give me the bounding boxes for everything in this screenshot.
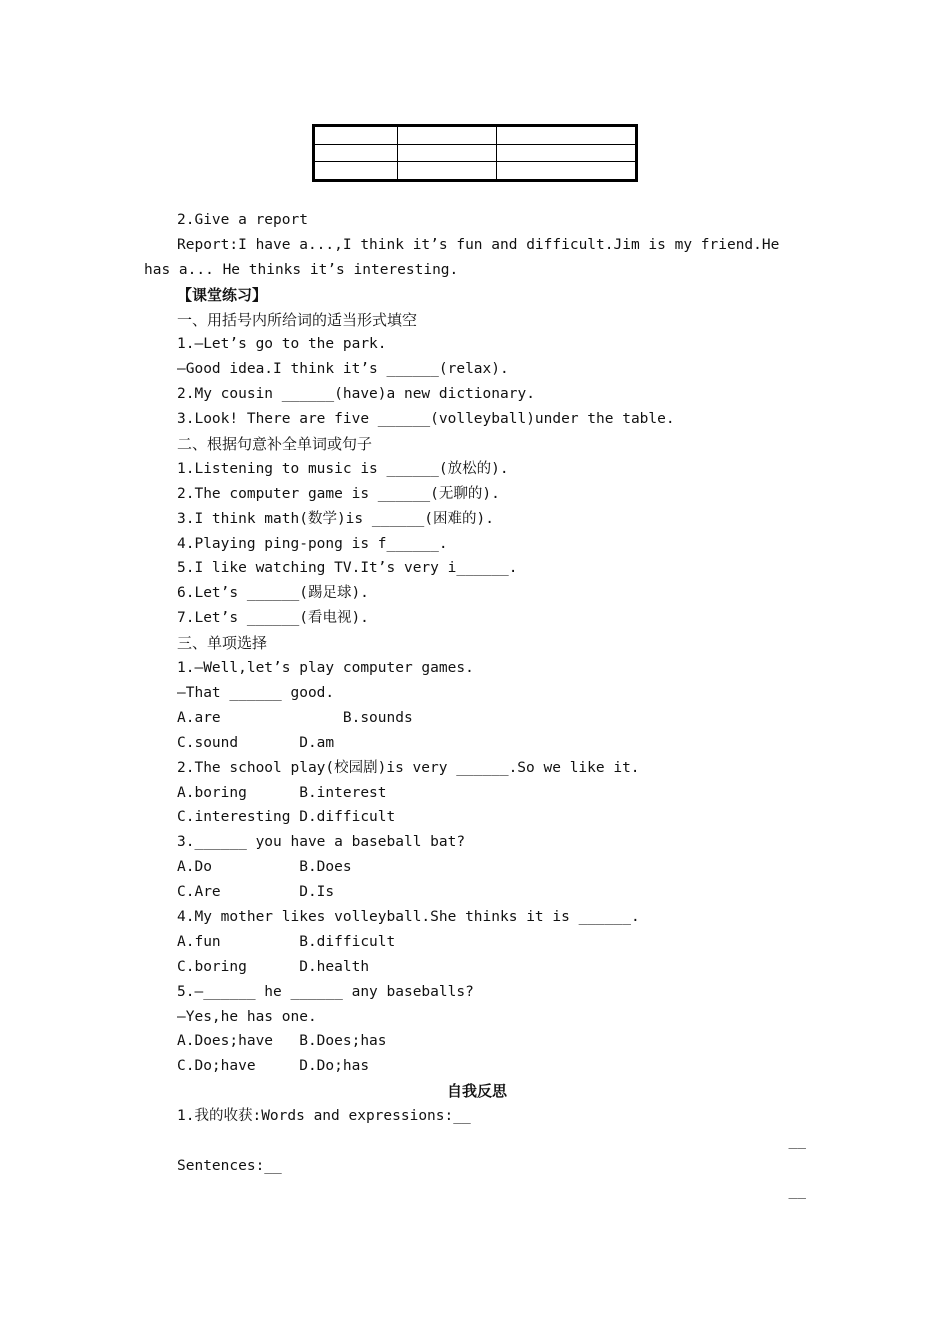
choice-line: C.Do;have D.Do;has [177, 1058, 370, 1075]
classroom-practice-heading: 【课堂练习】 [177, 285, 268, 304]
table-cell [497, 144, 637, 162]
table-row [314, 162, 637, 181]
table-cell [397, 126, 497, 145]
choice-line: A.Does;have B.Does;has [177, 1033, 387, 1050]
table-cell [497, 126, 637, 145]
reflection-heading: 自我反思 [446, 1082, 507, 1101]
choice-line: C.boring D.health [177, 958, 370, 975]
table-cell [497, 162, 637, 181]
choice-line: A.fun B.difficult [177, 933, 396, 950]
choice-line: C.interesting D.difficult [177, 809, 396, 826]
exercise-line: 1.—Let’s go to the park. [177, 336, 387, 353]
exercise-line: 1.—Well,let’s play computer games. [177, 660, 474, 677]
exercise-line: 6.Let’s ______(踢足球). [177, 585, 369, 602]
exercise-line: 3.Look! There are five ______(volleyball)under the table. [177, 411, 675, 428]
exercise-line: —Good idea.I think it’s ______(relax). [177, 361, 509, 378]
choice-line: A.Do B.Does [177, 859, 352, 876]
choice-line: A.are B.sounds [177, 709, 413, 726]
exercise-line: 2.The computer game is ______(无聊的). [177, 485, 500, 502]
exercise-line: 4.Playing ping-pong is f______. [177, 535, 448, 552]
exercise-line: 5.—______ he ______ any baseballs? [177, 983, 474, 1000]
exercise-line: 7.Let’s ______(看电视). [177, 610, 369, 627]
table-cell [314, 162, 398, 181]
exercise-line: 5.I like watching TV.It’s very i______. [177, 560, 518, 577]
table-row [314, 144, 637, 162]
reflection-sentences-line: Sentences:__ [177, 1157, 282, 1174]
table-cell [314, 126, 398, 145]
answer-blank-line [144, 1129, 810, 1154]
exercise-line: 3.I think math(数学)is ______(困难的). [177, 510, 494, 527]
exercise-line: —Yes,he has one. [177, 1008, 317, 1025]
table-cell [397, 144, 497, 162]
part3-title: 三、单项选择 [177, 634, 268, 653]
exercise-line: 2.My cousin ______(have)a new dictionary. [177, 386, 535, 403]
exercise-line: —That ______ good. [177, 684, 335, 701]
choice-line: C.sound D.am [177, 734, 335, 751]
answer-blank-trailer: __ [788, 1182, 806, 1199]
empty-table [312, 124, 638, 182]
report-text: Report:I have a...,I think it’s fun and difficult.Jim is my friend.He has a... He thinks it’s interesting. [144, 236, 780, 278]
choice-line: C.Are D.Is [177, 884, 335, 901]
report-heading: 2.Give a report [177, 212, 308, 228]
answer-blank-line [144, 1179, 810, 1204]
worksheet-body [144, 208, 810, 1204]
table-row [314, 126, 637, 145]
exercise-line: 4.My mother likes volleyball.She thinks it is ______. [177, 908, 640, 925]
exercise-line: 3.______ you have a baseball bat? [177, 834, 466, 851]
exercise-line: 1.Listening to music is ______(放松的). [177, 460, 509, 477]
table-cell [314, 144, 398, 162]
reflection-gains-line: 1.我的收获:Words and expressions:__ [177, 1108, 471, 1125]
answer-blank-trailer: __ [788, 1132, 806, 1149]
part1-title: 一、用括号内所给词的适当形式填空 [177, 310, 418, 329]
choice-line: A.boring B.interest [177, 784, 387, 801]
part2-title: 二、根据句意补全单词或句子 [177, 435, 373, 454]
exercise-line: 2.The school play(校园剧)is very ______.So we like it. [177, 759, 640, 776]
table-cell [397, 162, 497, 181]
